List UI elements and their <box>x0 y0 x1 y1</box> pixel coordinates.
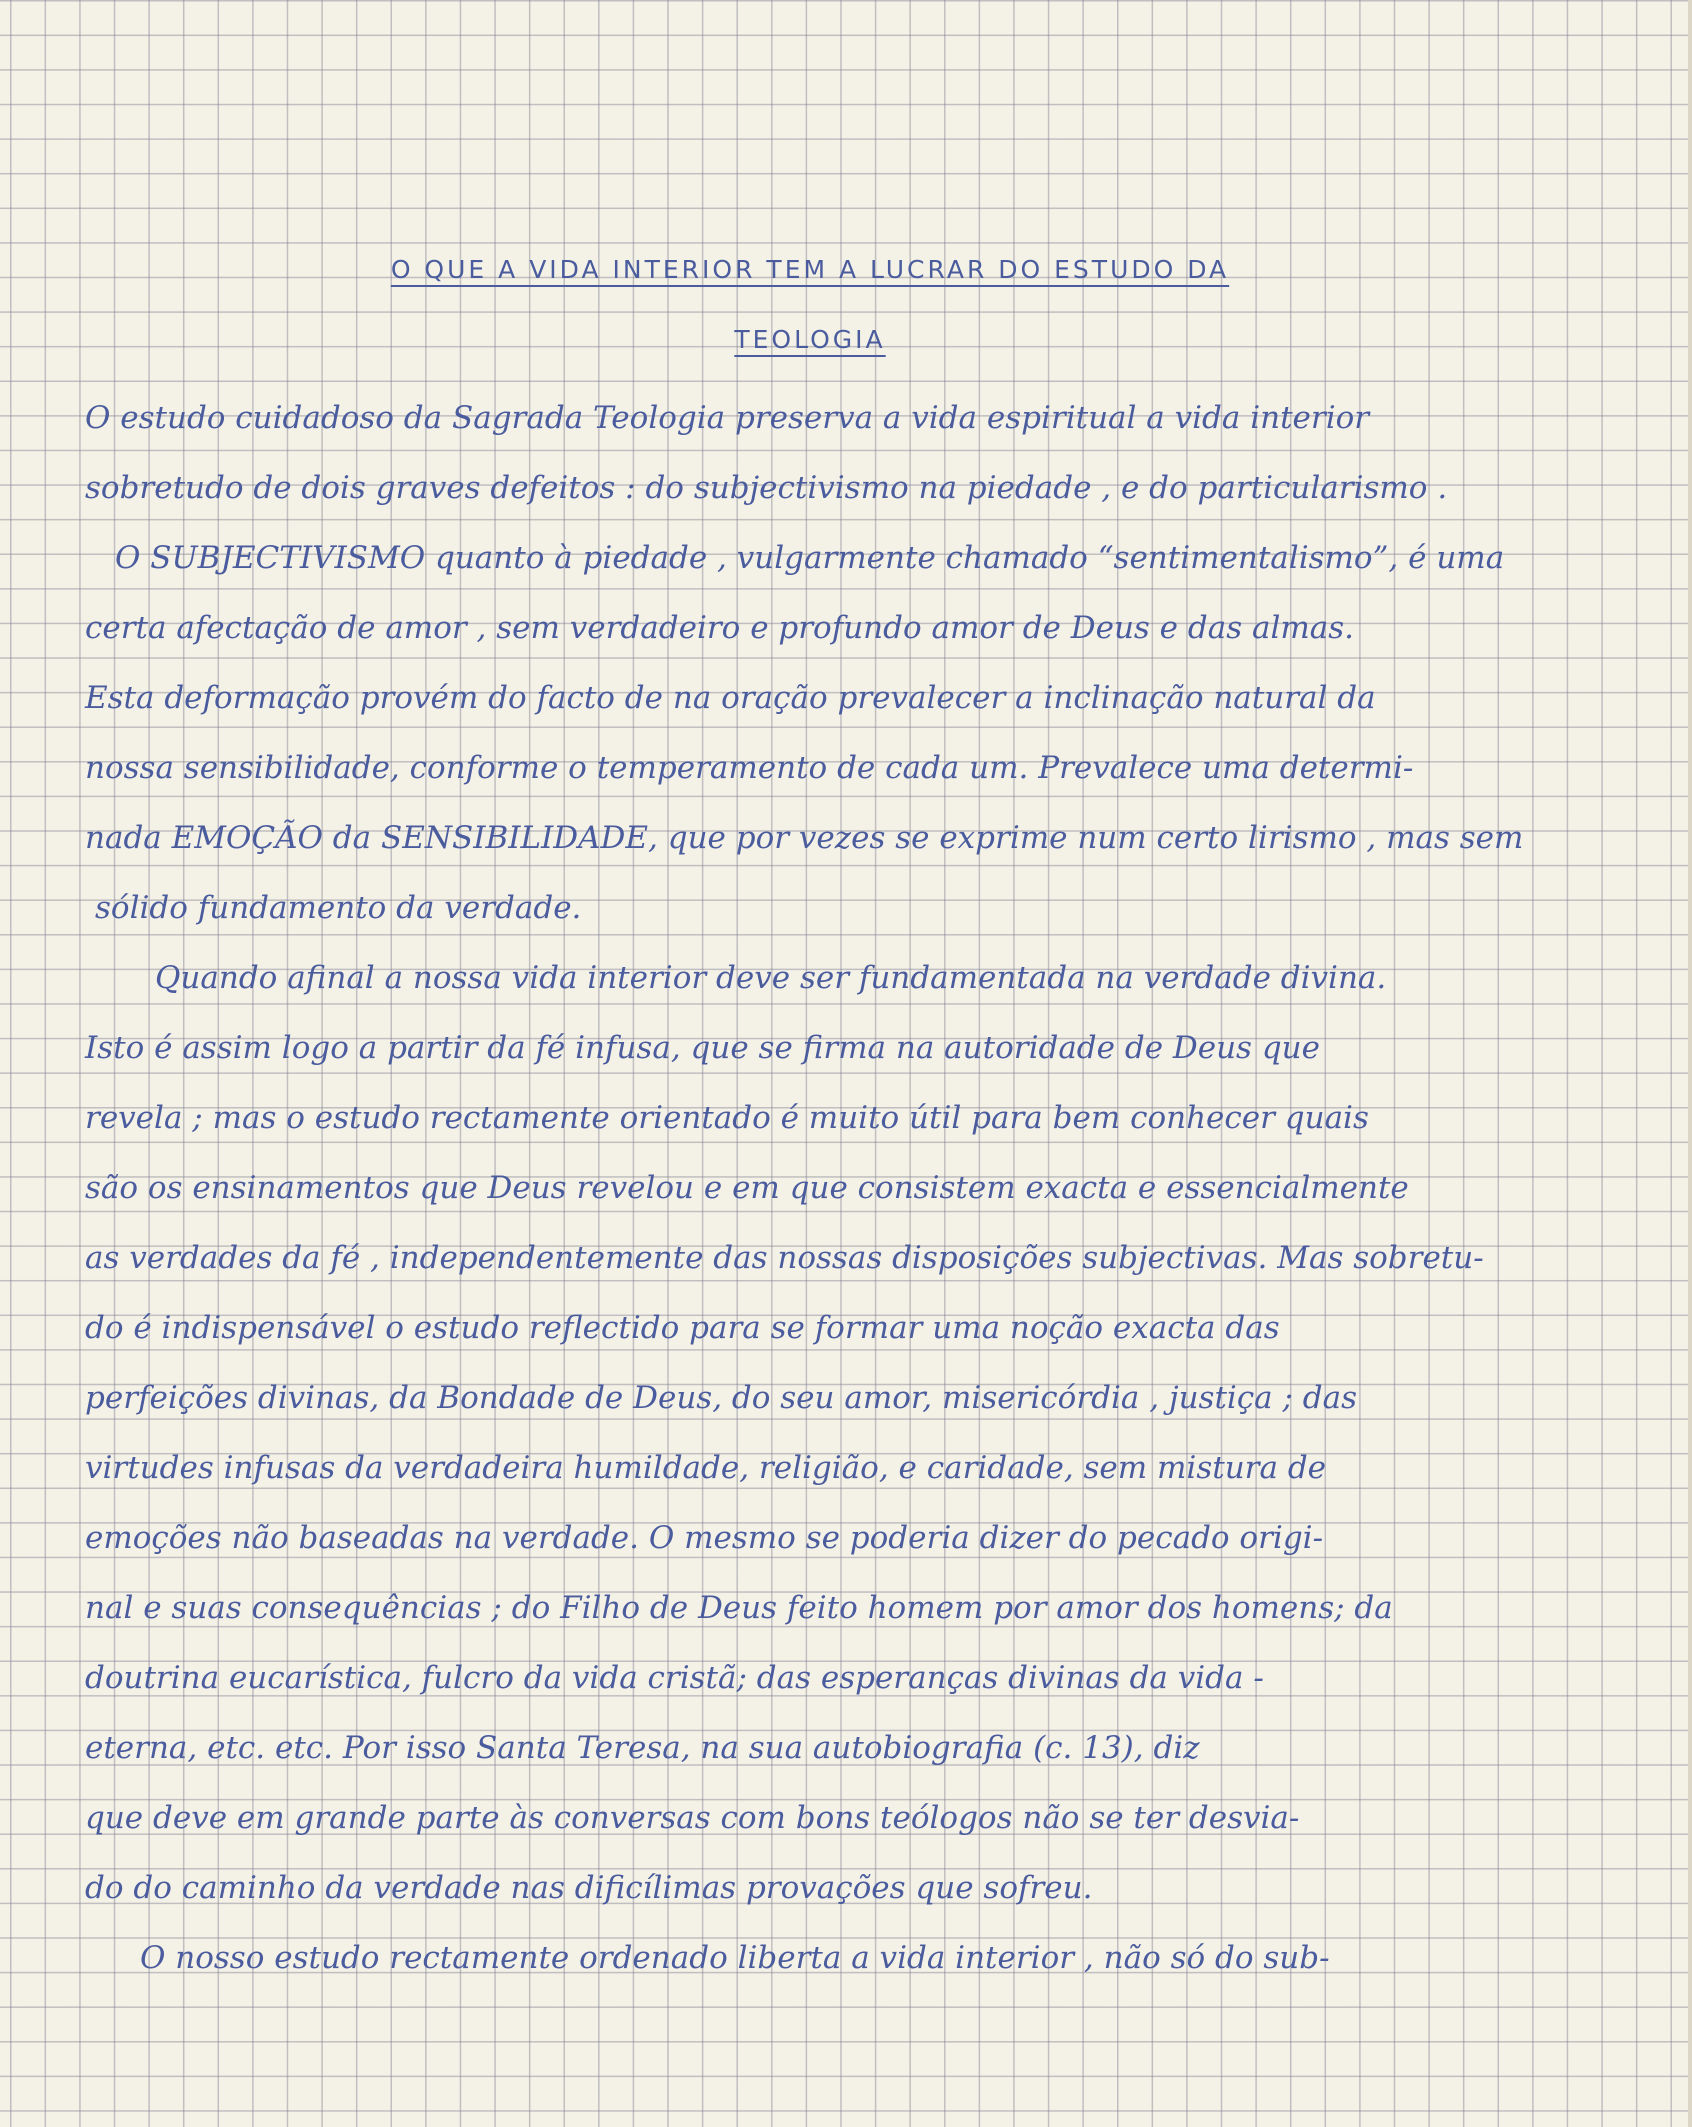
text-line: doutrina eucarística, fulcro da vida cristã; das esperanças divinas da vida - <box>85 1660 1264 1696</box>
title-line-2: TEOLOGIA <box>734 325 886 354</box>
text-line: que deve em grande parte às conversas com bons teólogos não se ter desvia- <box>85 1800 1300 1836</box>
text-line: sólido fundamento da verdade. <box>95 890 582 926</box>
text-line: emoções não baseadas na verdade. O mesmo se poderia dizer do pecado origi- <box>85 1520 1324 1556</box>
text-line: do é indispensável o estudo reflectido para se formar uma noção exacta das <box>85 1310 1280 1346</box>
text-line: O estudo cuidadoso da Sagrada Teologia preserva a vida espiritual a vida interior <box>85 400 1370 436</box>
text-line: eterna, etc. etc. Por isso Santa Teresa, na sua autobiografia (c. 13), diz <box>85 1730 1200 1766</box>
text-line: Quando afinal a nossa vida interior deve ser fundamentada na verdade divina. <box>155 960 1387 996</box>
text-line: Isto é assim logo a partir da fé infusa, que se firma na autoridade de Deus que <box>85 1030 1320 1066</box>
text-line: são os ensinamentos que Deus revelou e em que consistem exacta e essencialmente <box>85 1170 1409 1206</box>
text-line: nal e suas consequências ; do Filho de Deus feito homem por amor dos homens; da <box>85 1590 1393 1626</box>
text-line: O nosso estudo rectamente ordenado liberta a vida interior , não só do sub- <box>140 1940 1330 1976</box>
text-line: nada EMOÇÃO da SENSIBILIDADE, que por vezes se exprime num certo lirismo , mas sem <box>85 820 1524 856</box>
text-line: do do caminho da verdade nas dificílimas provações que sofreu. <box>85 1870 1093 1906</box>
text-line: as verdades da fé , independentemente das nossas disposições subjectivas. Mas sobretu- <box>85 1240 1484 1276</box>
text-line: virtudes infusas da verdadeira humildade, religião, e caridade, sem mistura de <box>85 1450 1327 1486</box>
text-line: perfeições divinas, da Bondade de Deus, do seu amor, misericórdia , justiça ; das <box>85 1380 1358 1416</box>
title-line-1: O QUE A VIDA INTERIOR TEM A LUCRAR DO ESTUDO DA <box>390 255 1230 284</box>
text-line: certa afectação de amor , sem verdadeiro e profundo amor de Deus e das almas. <box>85 610 1355 646</box>
text-line: Esta deformação provém do facto de na oração prevalecer a inclinação natural da <box>85 680 1376 716</box>
text-line: O SUBJECTIVISMO quanto à piedade , vulgarmente chamado “sentimentalismo”, é uma <box>115 540 1505 576</box>
text-line: revela ; mas o estudo rectamente orientado é muito útil para bem conhecer quais <box>85 1100 1369 1136</box>
text-line: sobretudo de dois graves defeitos : do subjectivismo na piedade , e do particularismo . <box>85 470 1448 506</box>
text-line: nossa sensibilidade, conforme o temperamento de cada um. Prevalece uma determi- <box>85 750 1414 786</box>
